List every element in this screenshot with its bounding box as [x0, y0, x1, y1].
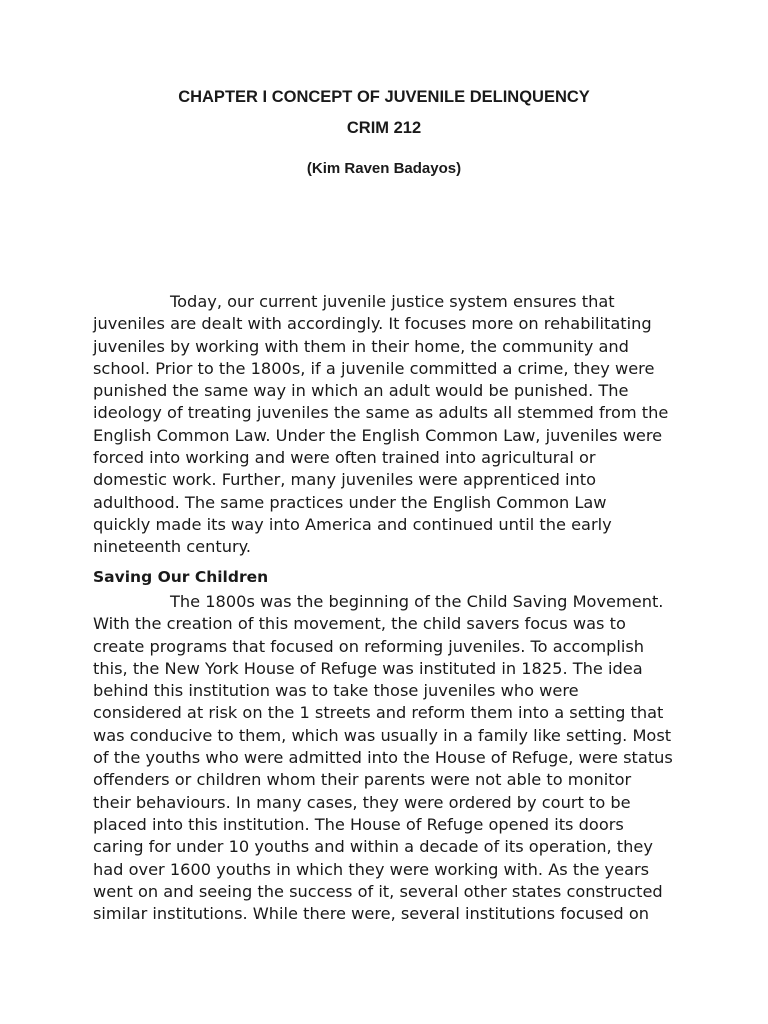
section-heading: Saving Our Children: [93, 568, 269, 586]
paragraph-line: school. Prior to the 1800s, if a juvenile committed a crime, they were: [93, 358, 655, 378]
course-code: CRIM 212: [346, 119, 422, 137]
paragraph-line: Today, our current juvenile justice system ensures that: [170, 292, 615, 311]
paragraph-line: caring for under 10 youths and within a decade of its operation, they: [93, 837, 653, 857]
paragraph-line: punished the same way in which an adult would be punished. The: [93, 381, 629, 401]
paragraph-line: nineteenth century.: [93, 537, 252, 557]
paragraph-line: quickly made its way into America and continued until the early: [93, 514, 612, 534]
paragraph-line: went on and seeing the success of it, several other states constructed: [93, 881, 663, 901]
paragraph-line: of the youths who were admitted into the House of Refuge, were status: [93, 748, 673, 768]
paragraph-line: ideology of treating juveniles the same as adults all stemmed from the: [93, 403, 669, 423]
paragraph-line: behind this institution was to take those juveniles who were: [93, 681, 579, 701]
paragraph-line: similar institutions. While there were, several institutions focused on: [93, 904, 649, 924]
paragraph-line: The 1800s was the beginning of the Child Saving Movement.: [170, 592, 664, 611]
paragraph-line: their behaviours. In many cases, they were ordered by court to be: [93, 792, 631, 812]
paragraph-line: considered at risk on the 1 streets and reform them into a setting that: [93, 703, 664, 723]
paragraph-line: forced into working and were often trained into agricultural or: [93, 448, 596, 468]
paragraph-line: was conducive to them, which was usually in a family like setting. Most: [93, 725, 672, 745]
paragraph-line: juveniles are dealt with accordingly. It focuses more on rehabilitating: [93, 314, 652, 334]
chapter-title: CHAPTER I CONCEPT OF JUVENILE DELINQUENCY: [178, 88, 590, 106]
paragraph-line: adulthood. The same practices under the English Common Law: [93, 492, 607, 512]
paragraph-line: this, the New York House of Refuge was instituted in 1825. The idea: [93, 658, 643, 678]
paragraph-line: create programs that focused on reforming juveniles. To accomplish: [93, 636, 645, 656]
child-saving-paragraph: [93, 591, 683, 925]
intro-paragraph: [93, 291, 683, 559]
paragraph-line: placed into this institution. The House of Refuge opened its doors: [93, 814, 624, 834]
paragraph-line: offenders or children whom their parents were not able to monitor: [93, 770, 632, 790]
paragraph-line: juveniles by working with them in their home, the community and: [93, 336, 629, 356]
paragraph-line: had over 1600 youths in which they were working with. As the years: [93, 859, 650, 879]
author-name: (Kim Raven Badayos): [306, 160, 462, 177]
paragraph-line: domestic work. Further, many juveniles were apprenticed into: [93, 470, 597, 490]
paragraph-line: English Common Law. Under the English Common Law, juveniles were: [93, 425, 663, 445]
paragraph-line: With the creation of this movement, the child savers focus was to: [93, 614, 626, 634]
